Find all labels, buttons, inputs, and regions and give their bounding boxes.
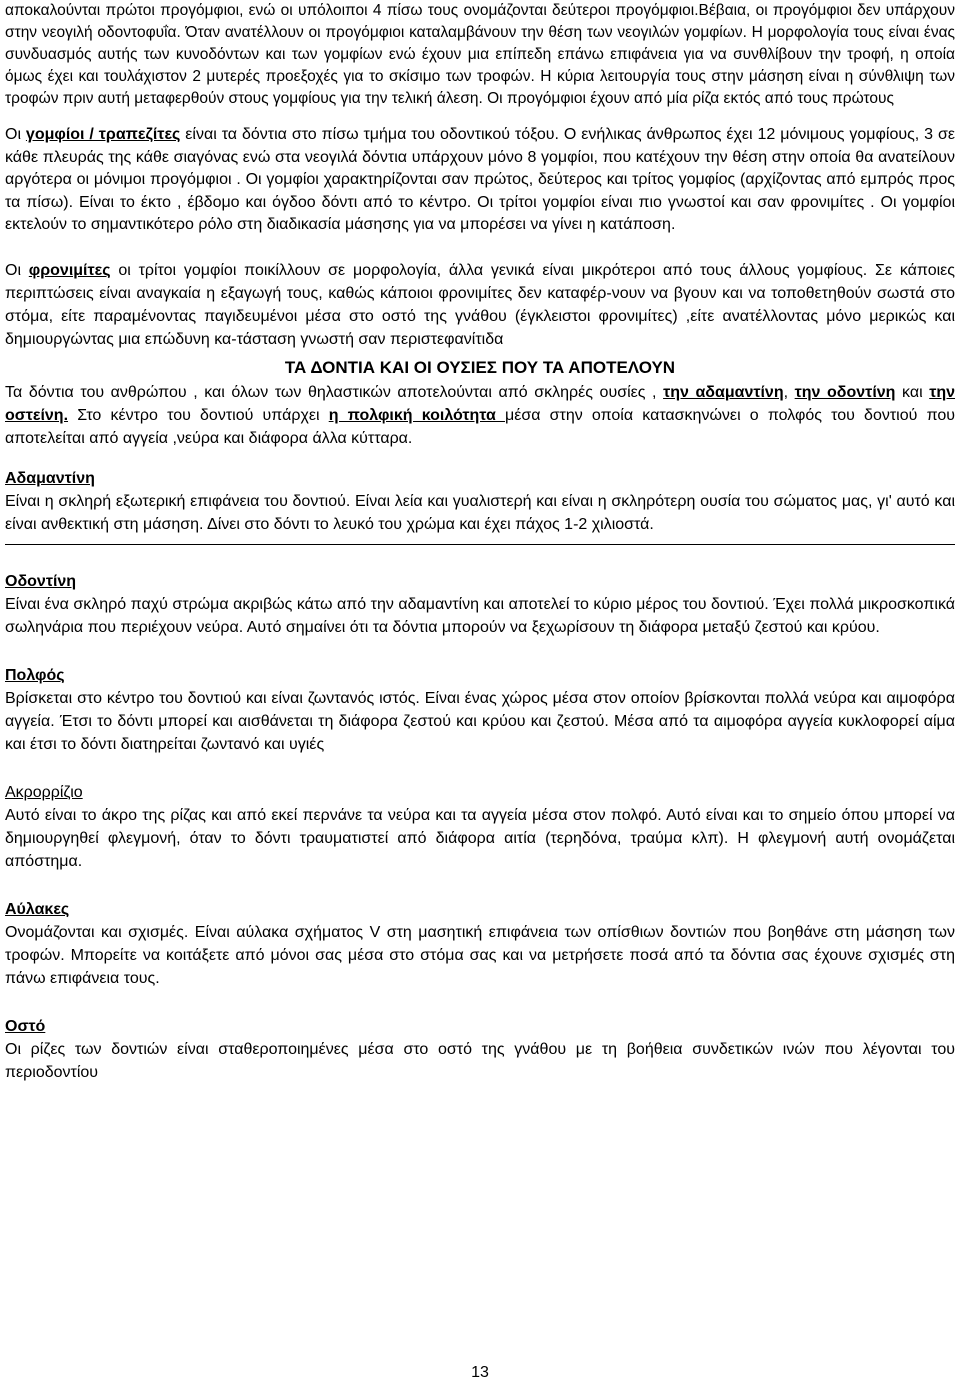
apex-paragraph: Αυτό είναι το άκρο της ρίζας και από εκεί περνάνε τα νεύρα και τα αγγεία μέσα στον πολφό. Αυτό είναι και το σημείο όπου μπορεί να δημιουργηθεί φλεγμονή, όταν το δόντι τραυματιστεί από διάφορα αιτία (τερηδόνα, τραύμα κλπ). Η φλεγμονή αυτή ονομάζεται απόστημα. — [5, 806, 955, 870]
bone-heading: Οστό — [5, 1017, 46, 1035]
pulp-paragraph: Βρίσκεται στο κέντρο του δοντιού και είναι ζωντανός ιστός. Είναι ένας χώρος μέσα στον οποίον βρίσκονται πολλά νεύρα και αιμοφόρα αγγεία. Έτσι το δόντι μπορεί και αισθάνεται τη διάφορα ζεστού και κρύου και ζεστού. Μέσα από τα αιμοφόρα αγγεία κυκλοφορεί αίμα και έτσι το δόντι διατηρείται ζωντανό και υγιές — [5, 689, 955, 753]
enamel-term: την αδαμαντίνη — [663, 383, 784, 401]
section-title: ΤΑ ΔΟΝΤΙΑ ΚΑΙ ΟΙ ΟΥΣΙΕΣ ΠΟΥ ΤΑ ΑΠΟΤΕΛΟΥΝ — [284, 357, 676, 377]
grooves-paragraph: Ονομάζονται και σχισμές. Είναι αύλακα σχήματος V στη μασητική επιφάνεια των οπίσθιων δοντιών που βοηθάνε στη μάσηση των τροφών. Μπορείτε να κοιτάξετε από μόνοι σας μέσα στο στόμα σας και να μετρήσετε ποσά από τα δόντια σας έχουνε σχισμές στη πάνω επιφάνεια τους. — [5, 923, 955, 987]
molars-paragraph: Οι γομφίοι / τραπεζίτες είναι τα δόντια στο πίσω τμήμα του οδοντικού τόξου. Ο ενήλικας άνθρωπος έχει 12 μόνιμους γομφίους, 3 σε κάθε πλευράς της κάθε σιαγόνας ενώ στα νεογιλά δόντια υπάρχουν μόνο 8 γομφίοι, που κατέχουν την θέση στην οποία θα ανατείλουν αργότερα οι μόνιμοι προγόμφιοι . Οι γομφίοι χαρακτηρίζονται σαν πρώτος, δεύτερος και τρίτος γομφίος (αρχίζοντας από εμπρός προς τα πίσω). Είναι το έκτο , έβδομο και όγδοο δόντι από το κέντρο. Οι τρίτοι γομφίοι είναι πιο γνωστοί και σαν φρονιμίτες . Οι γομφίοι εκτελούν το σημαντικότερο ρόλο στη διαδικασία μάσησης για να μπορέσει να γίνει η κατάποση. — [5, 126, 955, 233]
dentin-paragraph: Είναι ένα σκληρό παχύ στρώμα ακριβώς κάτω από την αδαμαντίνη και αποτελεί το κύριο μέρος του δοντιού. Έχει πολλά μικροσκοπικά σωληνάρια που περιέχουν νεύρα. Αυτό σημαίνει ότι τα δόντια μπορούν να ξεχωρίσουν τη διάφορα μεταξύ ζεστού και κρύου. — [5, 595, 955, 636]
cementum-term: την οστείνη. — [5, 383, 956, 424]
page-number: 13 — [471, 1364, 489, 1381]
horizontal-rule — [5, 544, 955, 545]
enamel-paragraph: Είναι η σκληρή εξωτερική επιφάνεια του δοντιού. Είναι λεία και γυαλιστερή και είναι η σκληρότερη ουσία του σώματος μας, γι' αυτό και είναι ανθεκτική στη μάσηση. Δίνει στο δόντι το λευκό του χρώμα και έχει πάχος 1-2 χιλιοστά. — [5, 492, 955, 533]
dentin-term: την οδοντίνη — [794, 383, 896, 401]
dentin-heading: Οδοντίνη — [5, 572, 77, 590]
pulp-heading: Πολφός — [5, 666, 65, 684]
molars-term: γομφίοι / τραπεζίτες — [25, 126, 181, 143]
wisdom-teeth-term: φρονιμίτες — [28, 261, 111, 279]
bone-paragraph: Οι ρίζες των δοντιών είναι σταθεροποιημένες μέσα στο οστό της γνάθου με τη βοήθεια συνδετικών ινών που λέγονται του περιοδοντίου — [5, 1040, 955, 1081]
enamel-heading: Αδαμαντίνη — [5, 469, 95, 487]
grooves-heading: Αύλακες — [5, 900, 70, 918]
apex-heading: Ακρορρίζιο — [5, 783, 83, 801]
substances-paragraph: Τα δόντια του ανθρώπου , και όλων των θηλαστικών αποτελούνται από σκληρές ουσίες , την αδαμαντίνη, την οδοντίνη και την οστείνη. Στο κέντρο του δοντιού υπάρχει η πολφική κοιλότητα μέσα στην οποία κατασκηνώνει ο πολφός του δοντιού που αποτελείται από αγγεία ,νεύρα και διάφορα άλλα κύτταρα. — [5, 383, 956, 447]
premolars-paragraph: αποκαλούνται πρώτοι προγόμφιοι, ενώ οι υπόλοιποι 4 πίσω τους ονομάζονται δεύτεροι προγόμφιοι.Βέβαια, οι προγόμφιοι δεν υπάρχουν στην νεογιλή οδοντοφυΐα. Όταν ανατέλλουν οι προγόμφιοι καταλαμβάνουν την θέση των νεογιλών γομφίων. Η μορφολογία τους είναι ένας συνδυασμός αυτής των κυνοδόντων και των γομφίων ενώ έχουν μια επίπεδη επάνω επιφάνεια για να συνθλίβουν την τροφή, η οποία όμως έχει και τουλάχιστον 2 μυτερές προεξοχές για το σκίσιμο των τροφών. Η κύρια λειτουργία τους στην μάσηση είναι η σύνθλιψη των τροφών πριν αυτή μεταφερθούν στους γομφίους για την τελική άλεση. Οι προγόμφιοι έχουν από μία ρίζα εκτός από τους πρώτους — [5, 2, 955, 107]
pulp-cavity-term: η πολφική κοιλότητα — [328, 406, 505, 424]
document-page — [5, 0, 955, 1084]
wisdom-teeth-paragraph: Οι φρονιμίτες οι τρίτοι γομφίοι ποικίλλουν σε μορφολογία, άλλα γενικά είναι μικρότεροι από τους άλλους γομφίους. Σε κάποιες περιπτώσεις είναι αναγκαία η εξαγωγή τους, καθώς κάποιοι φρονιμίτες δεν καταφέρ-νουν να βγουν και να τοποθετηθούν σωστά στο στόμα, είτε παραμένοντας παγιδευμένοι μέσα στο οστό της γνάθου (έγκλειστοι φρονιμίτες) ,είτε ανατέλλοντας μόνο μερικώς και δημιουργώντας μια επώδυνη κα-τάσταση γνωστή σαν περιστεφανίτιδα — [5, 261, 955, 348]
